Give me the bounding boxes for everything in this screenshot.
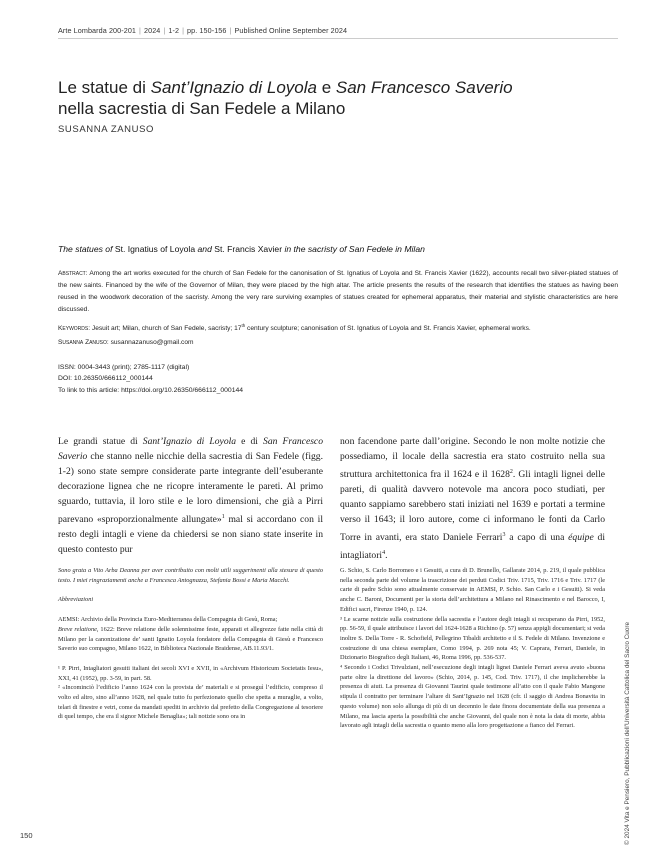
footnote-4: ⁴ Secondo i Codici Trivulziani, nell’esecuzione degli intagli lignei Daniele Ferrari aveva avuto «buona parte oltre la direttione del lavoro» (Schio, 2014, p. 145, Cod. Triv. 1717), il che implicherebbe la presenza di aiuti. La presenza di Giovanni Taurini quale testimone all’atto con il quale Fabio Mangone stipula il contratto per terminare l’altare di Sant’Ignazio nel 1628 (cfr. il saggio di Andrea Bonavita in questo volume) non solo allunga di più di un decennio le date finora documentate della sua presenza a Milano, ma lascia aperta la possibilità che anche Giovanni, del quale non è nota la data di morte, abbia lavorato agli intagli della sacrestia o quanto meno alla loro progettazione a fianco del Ferrari. bbox=[340, 664, 605, 730]
body-text: e di bbox=[236, 436, 264, 447]
journal-name: Arte Lombarda 200-201 bbox=[58, 26, 137, 35]
abbrev-breve-text: , 1622: Breve relatione delle solennissime feste, apparati et allegrezze fatte nella città di Milano per la canonizatione de’ santi Ignatio Loyola fondatore della Compagnia di Giesù e Francesco Saverio suo compagno, Milano 1622, in Biblioteca Nazionale Braidense, AB.11.93/1. bbox=[58, 625, 323, 653]
body-text: di intagliatori bbox=[340, 531, 605, 561]
body-column-right bbox=[340, 435, 605, 564]
journal-year: 2024 bbox=[144, 26, 161, 35]
footnote-1: ¹ P. Pirri, Intagliatori gesuiti italiani dei secoli XVI e XVII, in «Archivum Historicum Societatis Iesu», XXI, 41 (1952), pp. 3-59, in part. 58. bbox=[58, 664, 323, 682]
footnote-ref[interactable]: 2 bbox=[509, 468, 513, 475]
english-title bbox=[58, 244, 618, 254]
footnote-ref[interactable]: 3 bbox=[502, 531, 506, 538]
footnote-2-cont: G. Schio, S. Carlo Borromeo e i Gesuiti, a cura di D. Brunello, Gallarate 2014, p. 219, il quale pubblica nella seconda parte del volume la trascrizione dei perduti Codici Triv. 1715, Triv. 1716 e Triv. 1717 (le carte di padre Schio sono attualmente conservate in AEMSI, P. Schio. San Carlo e i Gesuiti). Si veda anche C. Baroni, Documenti per la storia dell’architettura a Milano nel Rinascimento e nel Barocco, I, Edifici sacri, Firenze 1940, p. 124. bbox=[340, 567, 605, 613]
keywords-label: Keywords: bbox=[58, 325, 91, 333]
publication-date: Published Online September 2024 bbox=[234, 26, 348, 35]
title-italic-ignatius: Sant’Ignazio di Loyola bbox=[150, 78, 317, 97]
english-title-part: and bbox=[197, 244, 212, 254]
publication-info bbox=[58, 362, 458, 396]
article-title bbox=[58, 77, 618, 119]
acknowledgement: Sono grata a Vito Arba Deanna per aver contribuito con molti utili suggerimenti alla stesura di questo testo. I miei ringraziamenti anche a Francesca Antognazza, Stefania Bossi e Maria Macchi. bbox=[58, 567, 323, 584]
issn: ISSN: 0004-3443 (print); 2785-1117 (digital) bbox=[58, 364, 190, 371]
header-divider bbox=[58, 38, 618, 39]
abbrev-aemsi: AEMSI: Archivio della Provincia Euro-Mediterranea della Compagnia di Gesù, Roma; bbox=[58, 616, 278, 624]
body-italic: Sant’Ignazio di Loyola bbox=[142, 436, 237, 447]
contact-line: Susanna Zanuso: susannazanuso@gmail.com bbox=[58, 339, 194, 346]
footnote-3: ³ Le scarne notizie sulla costruzione della sacrestia e l’autore degli intagli si recuperano da Pirri, 1952, pp. 56-59, il quale attribuisce i lavori del 1624-1628 a Richino (p. 57) senza appigli documentari; si veda inoltre S. Della Torre - R. Schofield, Pellegrino Tibaldi architetto e il S. Fedele di Milano. Invenzione e costruzione di una chiesa esemplare, Como 1994, p. 269 nota 45; V. Caprara, Ferrari, Daniele, in Dizionario Biografico degli Italiani, 46, Roma 1996, pp. 536-537. bbox=[340, 615, 605, 662]
abstract-label: Abstract: bbox=[58, 270, 88, 277]
keywords-sup: th bbox=[241, 323, 246, 328]
keywords-text: century sculpture; canonisation of St. Ignatius of Loyola and St. Francis Xavier, ephemeral works. bbox=[245, 325, 531, 333]
body-text: . Gli intagli lignei delle pareti, di qualità davvero notevole ma ancora poco studiati, per quanto sappiamo sarebbero stati iniziati nel 1639 e portati a termine verso il 1643; il loro autore, come ci informano le fonti da Carlo Torre in avanti, era stato Daniele Ferrari bbox=[340, 469, 605, 543]
footnote-ref[interactable]: 4 bbox=[382, 549, 386, 556]
keywords-text: Jesuit art; Milan, church of San Fedele, sacristy; 17 bbox=[91, 325, 242, 333]
footnote-2: ² «Incominciò l’edificio l’anno 1624 con la provista de’ materiali e si proseguì l’edificio, compreso il volto ed altro, sino all’anno 1628, nel quale tutto fu perfezionato quello che spetta a muraglie, a volto, telari di finestre e vetri, come da mandati spediti in archivio dal prefetto della Congregazione al tesoriere di quel tempo, che era il signor Michele Benaglia»; tali notizie sono ora in bbox=[58, 684, 323, 721]
body-text: a capo di una bbox=[505, 531, 569, 543]
body-text: che stanno nelle nicchie della sacrestia di San Fedele (figg. 1-2) sono state sempre considerate parte integrante dell’esuberante decorazione lignea che ne ricopre interamente le pareti. Al primo sguardo, tuttavia, il loro stile e le loro dimensioni, che già a Pirri parevano «sproporzionalmente allungate» bbox=[58, 450, 323, 525]
abstract-text: Among the art works executed for the church of San Fedele for the canonisation of St. Ignatius of Loyola and St. Francis Xavier (1622), accounts recall two silver-plated statues of the new saints. Financed by the wife of the Governor of Milan, they were placed by the high altar. The article presents the results of the research that identifies the statues as having been reused in the woodwork decoration of the sacristy. Among the very rare surviving examples of statues created for ephemeral apparatus, their material and stylistic characteristics are here discussed. bbox=[58, 270, 619, 314]
copyright-side-note: © 2024 Vita e Pensiero, Pubblicazioni dell’Università Cattolica del Sacro Cuore bbox=[624, 621, 631, 845]
abbrev-breve-label: Breve relatione bbox=[58, 625, 97, 633]
body-text: mal si accordano con il resto degli intagli e viene da chiedersi se non siano state inserite in questo contesto pur bbox=[58, 513, 324, 555]
abbreviations-heading: Abbreviazioni bbox=[58, 596, 94, 604]
english-title-part: St. Francis Xavier bbox=[211, 244, 285, 254]
english-title-part: St. Ignatius of Loyola bbox=[112, 244, 198, 254]
page-number: 150 bbox=[20, 831, 33, 840]
keywords bbox=[58, 320, 618, 334]
body-text: Le grandi statue di bbox=[58, 436, 143, 447]
title-italic-xavier: San Francesco Saverio bbox=[335, 78, 513, 97]
footnote-ref[interactable]: 1 bbox=[221, 513, 225, 520]
footnotes-right bbox=[340, 566, 605, 731]
author-name: SUSANNA ZANUSO bbox=[58, 124, 155, 135]
body-italic: équipe bbox=[568, 531, 594, 543]
title-text: Le statue di bbox=[58, 78, 151, 97]
body-text: . bbox=[385, 549, 388, 561]
english-title-part: in the sacristy of San Fedele in Milan bbox=[284, 244, 425, 254]
title-text: e bbox=[316, 78, 336, 97]
article-link[interactable]: To link to this article: https://doi.org/10.26350/666112_000144 bbox=[58, 386, 244, 394]
footnotes-left bbox=[58, 566, 323, 722]
body-column-left bbox=[58, 435, 323, 557]
running-header: Arte Lombarda 200-201 | 2024 | 1-2 | pp. 150-156 | Published Online September 2024 bbox=[58, 26, 348, 35]
journal-issue: 1-2 bbox=[168, 26, 180, 35]
page-range: pp. 150-156 bbox=[187, 26, 227, 35]
title-line-2: nella sacrestia di San Fedele a Milano bbox=[58, 99, 346, 118]
contact-name: Susanna Zanuso bbox=[58, 339, 107, 346]
doi: DOI: 10.26350/666112_000144 bbox=[58, 375, 153, 383]
contact-email[interactable]: susannazanuso@gmail.com bbox=[110, 339, 194, 346]
abstract bbox=[58, 268, 618, 316]
english-title-part: The statues of bbox=[58, 244, 113, 254]
body-italic: San Francesco Saverio bbox=[58, 436, 323, 462]
body-text: non facendone parte dall’origine. Secondo le non molte notizie che possediamo, il locale della sacrestia era stato costruito nella sua struttura architettonica fra il 1624 e il 1628 bbox=[340, 436, 605, 480]
